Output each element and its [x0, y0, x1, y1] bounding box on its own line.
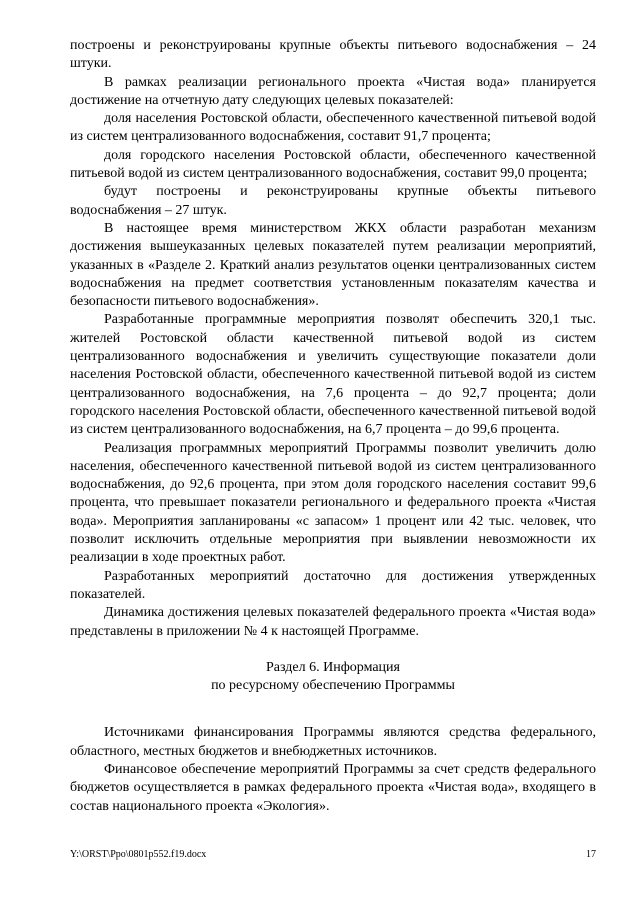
- paragraph-funding-sources: Источниками финансирования Программы являются средства федерального, областного, местных бюджетов и внебюджетных источников.: [70, 725, 596, 759]
- paragraph-population-share: доля населения Ростовской области, обеспеченного качественной питьевой водой из систем централизованного водоснабжения, составит 91,7 процента;: [70, 111, 596, 145]
- footer-file-path: Y:\ORST\Ppo\0801p552.f19.docx: [70, 849, 207, 860]
- paragraph-regional-project-intro: В рамках реализации регионального проекта «Чистая вода» планируется достижение на отчетную дату следующих целевых показателей:: [70, 74, 596, 108]
- paragraph-developed-measures: Разработанные программные мероприятия позволят обеспечить 320,1 тыс. жителей Ростовской области качественной питьевой водой из систем централизованного водоснабжения и увеличить существующие показатели доли населения Ростовской области, обеспеченного качественной питьевой водой из систем централизованного водоснабжения, на 7,6 процента – до 92,7 процента; доли городского населения Ростовской области, обеспеченного качественной питьевой водой из систем централизованного водоснабжения, на 6,7 процента – до 99,6 процента.: [70, 312, 596, 438]
- section-heading-title: Раздел 6. Информация: [266, 659, 400, 675]
- paragraph-federal-funding: Финансовое обеспечение мероприятий Программы за счет средств федерального бюджетов осуществляется в рамках федерального проекта «Чистая вода», входящего в состав национального проекта «Экология».: [70, 761, 596, 814]
- paragraph-dynamics: Динамика достижения целевых показателей федерального проекта «Чистая вода» представлены в приложении № 4 к настоящей Программе.: [70, 605, 596, 639]
- paragraph-sufficiency: Разработанных мероприятий достаточно для достижения утвержденных показателей.: [70, 568, 596, 602]
- page-number: 17: [586, 849, 596, 860]
- paragraph-urban-population-share: доля городского населения Ростовской области, обеспеченного качественной питьевой водой из систем централизованного водоснабжения, составит 99,0 процента;: [70, 147, 596, 182]
- section-heading-subtitle: по ресурсному обеспечению Программы: [211, 678, 455, 694]
- paragraph-objects-27: будут построены и реконструированы крупные объекты питьевого водоснабжения – 27 штук.: [70, 184, 596, 218]
- paragraph-program-implementation: Реализация программных мероприятий Программы позволит увеличить долю населения, обеспеченного качественной питьевой водой из систем централизованного водоснабжения, до 92,6 процента, при этом доля городского населения составит 99,6 процента, что превышает показатели регионального и федерального проекта «Чистая вода». Мероприятия запланированы «с запасом» 1 процент или 42 тыс. человек, что позволит исключить отдельные мероприятия при выявлении невозможности их реализации в ходе проектных работ.: [70, 440, 596, 566]
- document-page: [70, 37, 596, 816]
- paragraph-mechanism: В настоящее время министерством ЖКХ области разработан механизм достижения вышеуказанных целевых показателей путем реализации мероприятий, указанных в «Разделе 2. Краткий анализ результатов оценки централизованных систем водоснабжения на предмет соответствия установленным показателям качества и безопасности питьевого водоснабжения».: [70, 220, 596, 310]
- paragraph-objects-24: построены и реконструированы крупные объекты питьевого водоснабжения – 24 штуки.: [70, 38, 596, 72]
